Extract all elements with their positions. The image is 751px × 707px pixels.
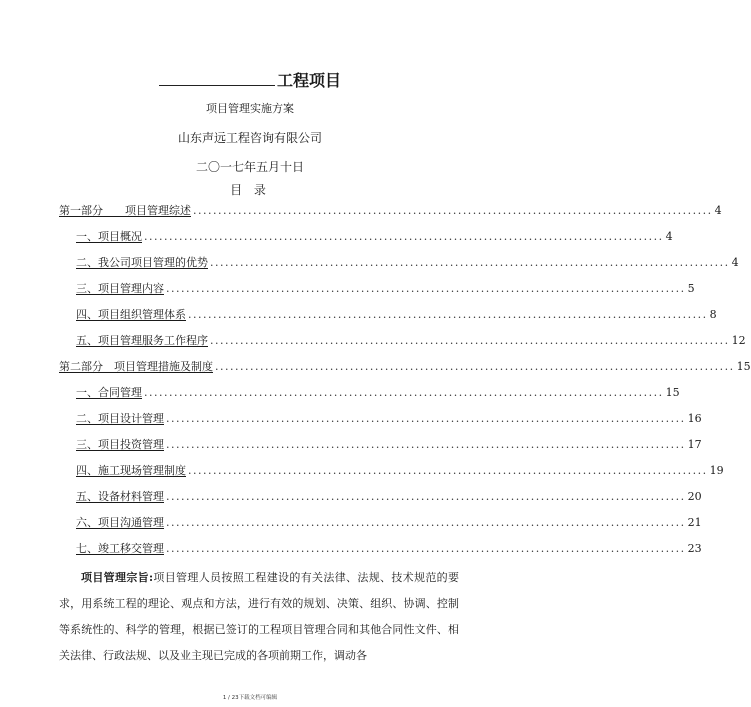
toc-entry-label: 一、项目概况 xyxy=(76,230,142,243)
toc-entry-page: 15 xyxy=(736,360,751,373)
title-blank-line xyxy=(159,70,275,86)
toc-leader-dots: ........................................................................................................ xyxy=(166,438,686,451)
toc-entry[interactable] xyxy=(76,515,702,531)
toc-leader-dots: ........................................................................................................ xyxy=(144,386,664,399)
toc-entry-label: 四、项目组织管理体系 xyxy=(76,308,186,321)
toc-entry-label: 三、项目管理内容 xyxy=(76,282,164,295)
toc-entry-page: 8 xyxy=(709,308,717,321)
toc-entry-label: 七、竣工移交管理 xyxy=(76,542,164,555)
toc-leader-dots: ........................................................................................................ xyxy=(166,516,686,529)
toc-leader-dots: ........................................................................................................ xyxy=(144,230,664,243)
toc-entry[interactable] xyxy=(76,541,702,557)
toc-entry-label: 三、项目投资管理 xyxy=(76,438,164,451)
toc-entry-page: 23 xyxy=(687,542,702,555)
toc-entry-label: 六、项目沟通管理 xyxy=(76,516,164,529)
toc-entry-page: 5 xyxy=(687,282,695,295)
document-date: 二〇一七年五月十日 xyxy=(195,160,304,174)
toc-entry[interactable] xyxy=(76,437,702,453)
toc-entry[interactable] xyxy=(76,281,695,297)
toc-leader-dots: ........................................................................................................ xyxy=(210,256,730,269)
toc-leader-dots: ........................................................................................................ xyxy=(166,542,686,555)
toc-entry[interactable] xyxy=(76,229,673,245)
toc-entry-label: 四、施工现场管理制度 xyxy=(76,464,186,477)
title-text: 工程项目 xyxy=(276,71,341,90)
toc-entry-label: 第二部分 项目管理措施及制度 xyxy=(59,360,213,373)
page-footer: 1 / 23下载文档可编辑 xyxy=(222,695,278,701)
toc-entry-page: 4 xyxy=(714,204,722,217)
toc-heading: 目 录 xyxy=(230,183,270,197)
toc-entry-label: 第一部分 项目管理综述 xyxy=(59,204,191,217)
toc-entry-page: 20 xyxy=(687,490,702,503)
toc-entry[interactable] xyxy=(59,359,751,375)
toc-entry-page: 12 xyxy=(731,334,746,347)
toc-entry[interactable] xyxy=(76,255,739,271)
paragraph-body: 项目管理人员按照工程建设的有关法律、法规、技术规范的要求，用系统工程的理论、观点和方法，进行有效的规划、决策、组织、协调、控制等系统性的、科学的管理，根据已签订的工程项目管理合同和其他合同性文件、相关法律、行政法规、以及业主现已完成的各项前期工作，调动各 xyxy=(59,571,460,662)
company-name: 山东声远工程咨询有限公司 xyxy=(177,131,322,145)
toc-entry-page: 4 xyxy=(665,230,673,243)
toc-leader-dots: ........................................................................................................ xyxy=(215,360,735,373)
body-paragraph xyxy=(59,565,459,669)
toc-entry[interactable] xyxy=(59,203,722,219)
toc-entry-label: 二、我公司项目管理的优势 xyxy=(76,256,208,269)
toc-entry-label: 五、设备材料管理 xyxy=(76,490,164,503)
toc-entry[interactable] xyxy=(76,489,702,505)
document-subtitle: 项目管理实施方案 xyxy=(206,102,294,115)
toc-entry-page: 19 xyxy=(709,464,724,477)
toc-leader-dots: ........................................................................................................ xyxy=(193,204,713,217)
toc-entry[interactable] xyxy=(76,385,680,401)
toc-leader-dots: ........................................................................................................ xyxy=(166,490,686,503)
toc-leader-dots: ........................................................................................................ xyxy=(166,412,686,425)
toc-entry[interactable] xyxy=(76,463,724,479)
toc-leader-dots: ........................................................................................................ xyxy=(166,282,686,295)
toc-leader-dots: ........................................................................................................ xyxy=(210,334,730,347)
paragraph-lead: 项目管理宗旨: xyxy=(81,571,154,584)
toc-leader-dots: ........................................................................................................ xyxy=(188,308,708,321)
toc-entry-page: 15 xyxy=(665,386,680,399)
toc-entry-page: 17 xyxy=(687,438,702,451)
toc-entry[interactable] xyxy=(76,307,717,323)
toc-leader-dots: ........................................................................................................ xyxy=(188,464,708,477)
toc-entry-page: 4 xyxy=(731,256,739,269)
toc-entry-label: 一、合同管理 xyxy=(76,386,142,399)
document-title xyxy=(0,68,500,91)
toc-entry[interactable] xyxy=(76,333,746,349)
toc-entry-page: 21 xyxy=(687,516,702,529)
toc-entry-label: 五、项目管理服务工作程序 xyxy=(76,334,208,347)
toc-entry[interactable] xyxy=(76,411,702,427)
toc-entry-label: 二、项目设计管理 xyxy=(76,412,164,425)
toc-entry-page: 16 xyxy=(687,412,702,425)
